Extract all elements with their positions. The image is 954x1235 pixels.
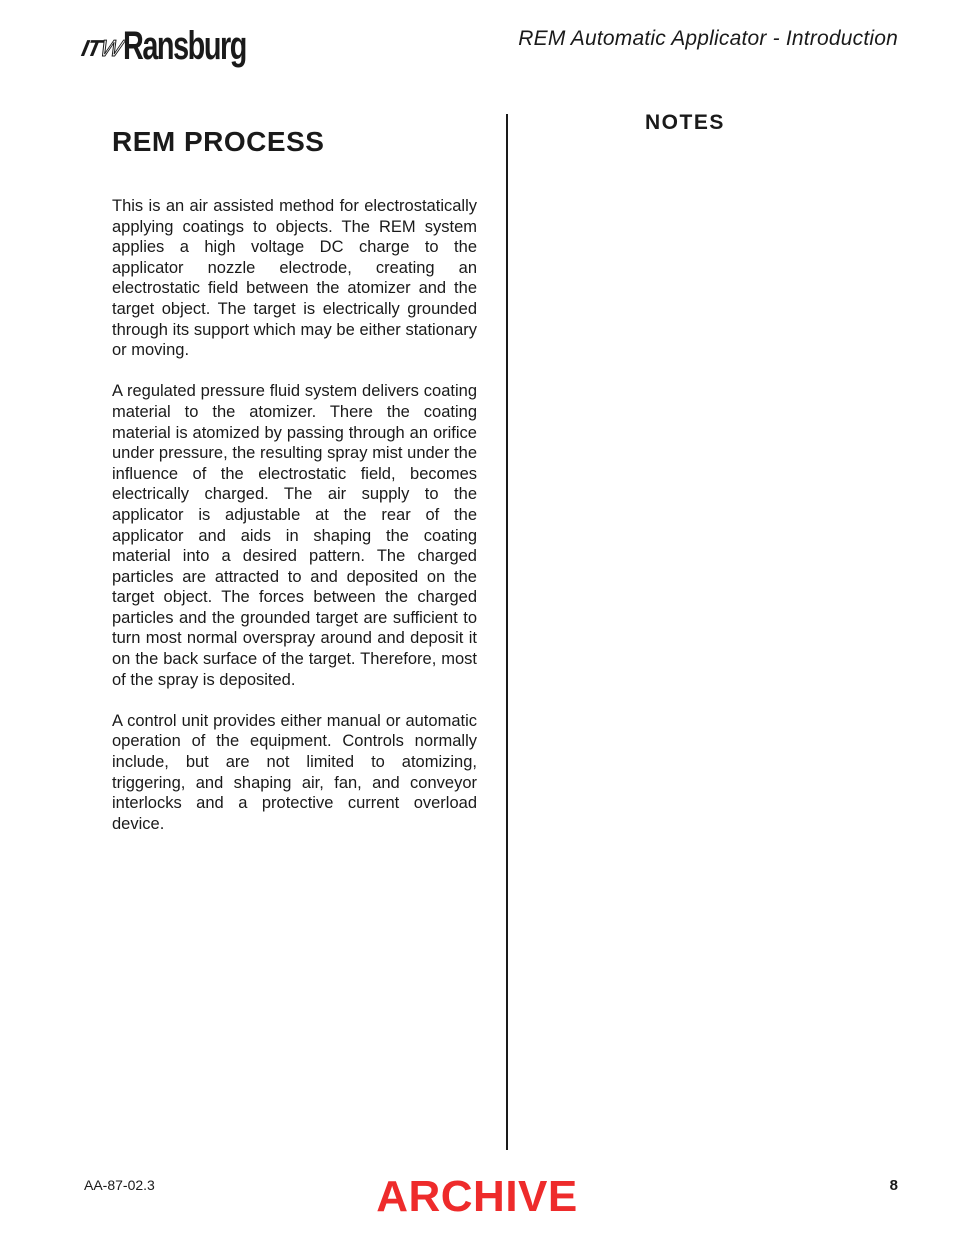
notes-heading: NOTES — [645, 111, 725, 134]
column-divider — [506, 114, 508, 1150]
body-paragraph: This is an air assisted method for electrostatically applying coatings to objects. The REM system applies a high voltage DC charge to the applicator nozzle electrode, creating an electrostatic field between the atomizer and the target object. The target is electrically grounded through its support which may be either stationary or moving. — [112, 197, 477, 360]
document-id: AA-87-02.3 — [84, 1177, 155, 1193]
page-number: 8 — [889, 1177, 898, 1194]
body-text-column — [112, 196, 477, 855]
section-heading-rem-process: REM PROCESS — [112, 126, 325, 157]
body-paragraph: A regulated pressure fluid system delivers coating material to the atomizer. There the coating material is atomized by passing through an orifice under pressure, the resulting spray mist under the influence of the electrostatic field, becomes electrically charged. The air supply to the applicator is adjustable at the rear of the applicator and aids in shaping the coating material into a desired pattern. The charged particles are attracted to and deposited on the target object. The forces between the charged particles and the grounded target are sufficient to turn most normal overspray around and deposit it on the back surface of the target. Therefore, most of the spray is deposited. — [112, 382, 477, 689]
page-header-title: REM Automatic Applicator - Introduction — [518, 27, 898, 50]
body-paragraph: A control unit provides either manual or automatic operation of the equipment. Controls normally include, but are not limited to atomizing, triggering, and shaping air, fan, and conveyor interlocks and a protective current overload device. — [112, 711, 477, 833]
archive-watermark: ARCHIVE — [376, 1172, 578, 1221]
logo-itw-mark: ITW — [79, 35, 125, 61]
logo-wordmark: Ransburg — [123, 24, 247, 68]
itw-ransburg-logo — [79, 22, 294, 70]
